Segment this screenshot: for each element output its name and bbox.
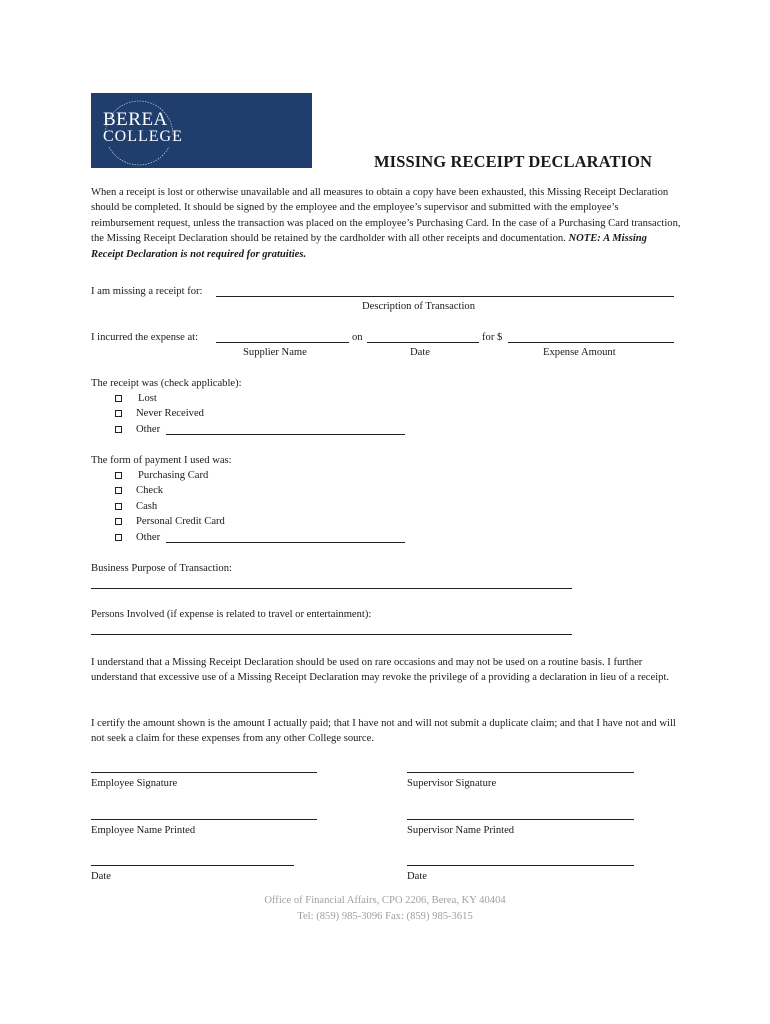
berea-college-logo — [91, 93, 312, 168]
transaction-description-field[interactable] — [216, 296, 674, 297]
expense-for-text: for $ — [482, 332, 503, 343]
personal-credit-card-checkbox[interactable] — [115, 518, 122, 525]
employee-date-label: Date — [91, 871, 111, 882]
expense-amount-field[interactable] — [508, 342, 674, 343]
page-title: MISSING RECEIPT DECLARATION — [374, 152, 653, 171]
persons-involved-label: Persons Involved (if expense is related to travel or entertainment): — [91, 609, 372, 620]
payment-other-checkbox[interactable] — [115, 534, 122, 541]
employee-signature-label: Employee Signature — [91, 778, 178, 789]
date-caption: Date — [410, 347, 430, 358]
supervisor-name-field[interactable] — [407, 819, 634, 820]
payment-other-field[interactable] — [166, 542, 405, 543]
supervisor-signature-label: Supervisor Signature — [407, 778, 497, 789]
intro-text: When a receipt is lost or otherwise unavailable and all measures to obtain a copy have been exhausted, this Missing Receipt Declaration should be completed. It should be signed by the employee and the employee’s supervisor and submitted with the employee’s reimbursement request, unless the transaction was placed on the employee’s Purchasing Card. In the case of a Purchasing Card transaction, the Missing Receipt Declaration should be retained by the cardholder with all other receipts and documentation. — [91, 187, 681, 245]
receipt-other-field[interactable] — [166, 434, 405, 435]
check-option-label: Check — [136, 485, 164, 496]
never-received-checkbox[interactable] — [115, 410, 122, 417]
missing-label: I am missing a receipt for: — [91, 286, 203, 297]
receipt-other-checkbox[interactable] — [115, 426, 122, 433]
business-purpose-label: Business Purpose of Transaction: — [91, 563, 232, 574]
certify-paragraph: I certify the amount shown is the amount I actually paid; that I have not and will not submit a duplicate claim; and that I have not and will not seek a claim for these expenses from any other College source. — [91, 718, 676, 745]
footer-phone: Tel: (859) 985-3096 Fax: (859) 985-3615 — [297, 911, 473, 922]
supplier-caption: Supplier Name — [243, 347, 307, 358]
payment-label: The form of payment I used was: — [91, 455, 232, 466]
personal-credit-card-option-label: Personal Credit Card — [136, 516, 225, 527]
amount-caption: Expense Amount — [543, 347, 616, 358]
receipt-other-option-label: Other — [136, 424, 161, 435]
expense-label: I incurred the expense at: — [91, 332, 199, 343]
purchasing-card-checkbox[interactable] — [115, 472, 122, 479]
intro-paragraph — [91, 185, 681, 262]
payment-other-option-label: Other — [136, 532, 161, 543]
never-received-option-label: Never Received — [136, 408, 204, 419]
logo-line-1: BEREA — [103, 109, 168, 130]
intro-note: NOTE: A Missing Receipt Declaration is not required for gratuities. — [91, 233, 647, 260]
employee-date-field[interactable] — [91, 865, 294, 866]
footer-address: Office of Financial Affairs, CPO 2206, Berea, KY 40404 — [264, 895, 506, 906]
business-purpose-field[interactable] — [91, 588, 572, 589]
supervisor-name-label: Supervisor Name Printed — [407, 825, 515, 836]
supplier-name-field[interactable] — [216, 342, 349, 343]
lost-checkbox[interactable] — [115, 395, 122, 402]
persons-involved-field[interactable] — [91, 634, 572, 635]
employee-name-field[interactable] — [91, 819, 317, 820]
cash-checkbox[interactable] — [115, 503, 122, 510]
check-checkbox[interactable] — [115, 487, 122, 494]
cash-option-label: Cash — [136, 501, 158, 512]
supervisor-signature-field[interactable] — [407, 772, 634, 773]
transaction-caption: Description of Transaction — [362, 301, 475, 312]
supervisor-date-label: Date — [407, 871, 427, 882]
employee-signature-field[interactable] — [91, 772, 317, 773]
logo-wordmark — [103, 111, 183, 145]
expense-on-text: on — [352, 332, 363, 343]
receipt-status-label: The receipt was (check applicable): — [91, 378, 242, 389]
purchasing-card-option-label: Purchasing Card — [138, 470, 209, 481]
employee-name-label: Employee Name Printed — [91, 825, 196, 836]
lost-option-label: Lost — [138, 393, 157, 404]
supervisor-date-field[interactable] — [407, 865, 634, 866]
understand-paragraph: I understand that a Missing Receipt Declaration should be used on rare occasions and may not be used on a routine basis. I further understand that excessive use of a Missing Receipt Declaration may revoke the privilege of a providing a declaration in lieu of a receipt. — [91, 657, 670, 684]
expense-date-field[interactable] — [367, 342, 479, 343]
logo-line-2: COLLEGE — [103, 128, 183, 145]
